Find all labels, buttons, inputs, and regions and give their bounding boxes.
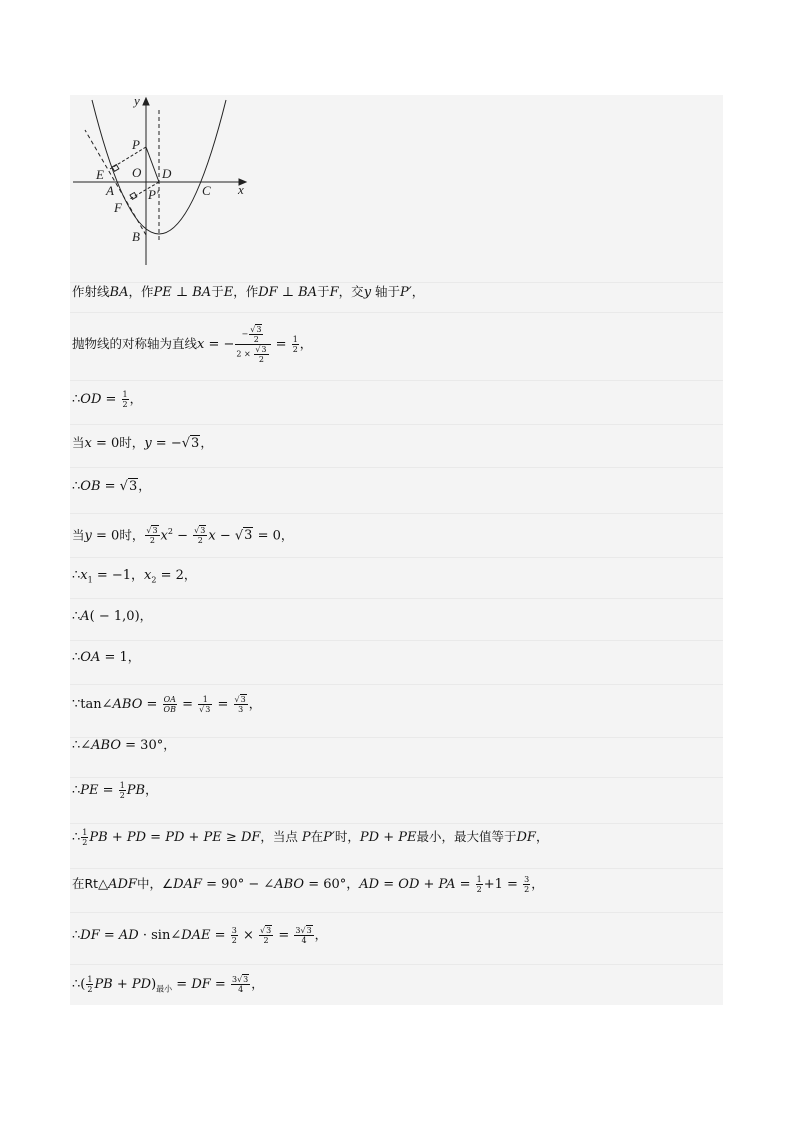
math-op: =	[210, 928, 230, 943]
text: 于	[211, 284, 224, 299]
therefore-symbol: ∴	[72, 783, 81, 798]
math-var: DF	[80, 928, 100, 943]
text: ，	[411, 284, 425, 299]
fraction: $\frac{3√3}{4}$	[295, 926, 312, 945]
text: 在	[310, 829, 324, 844]
therefore-symbol: ∴	[72, 830, 81, 845]
row-divider	[70, 380, 723, 381]
math-op: = −	[204, 337, 235, 352]
therefore-symbol: ∴	[72, 568, 81, 583]
math-func: tan∠	[80, 697, 113, 712]
solution-line-7	[72, 564, 717, 586]
label-point-f: F	[114, 200, 122, 215]
math-var: PE	[203, 830, 222, 845]
math-var: PE	[153, 285, 172, 300]
math-op: = 90° − ∠	[202, 877, 275, 892]
fraction	[122, 390, 129, 409]
math-op: +	[107, 830, 127, 845]
radicand: 3	[256, 325, 262, 334]
math-op: −	[241, 329, 249, 339]
sqrt: √3	[234, 528, 253, 544]
math-var: ABO	[274, 877, 305, 892]
row-divider	[70, 684, 723, 685]
label-point-a: A	[106, 183, 114, 198]
label-point-c: C	[202, 183, 211, 198]
math-var: OD	[80, 392, 102, 407]
math-var: AD	[118, 928, 139, 943]
math-var: P	[301, 830, 311, 845]
math-var: PE	[398, 830, 417, 845]
fraction	[163, 695, 177, 714]
solution-line-11	[72, 734, 717, 756]
denominator: 2	[258, 355, 264, 364]
math-var: x	[208, 528, 216, 544]
math-num: 3	[231, 975, 238, 984]
math-op: +	[419, 877, 439, 892]
math-op: = −	[151, 436, 182, 451]
math-op: =	[100, 479, 120, 494]
solution-panel	[70, 95, 723, 1005]
math-var: PE	[80, 783, 99, 798]
math-var: PA	[438, 877, 456, 892]
label-point-o: O	[132, 165, 142, 180]
fraction	[81, 828, 88, 847]
math-op: =	[146, 830, 166, 845]
text: 轴于	[371, 284, 401, 299]
denominator: 2	[524, 885, 530, 894]
denominator: 4	[301, 936, 307, 945]
numerator: 1	[292, 335, 298, 344]
math-var: BA	[192, 285, 212, 300]
fraction	[231, 926, 238, 945]
math-var: ADF	[108, 877, 137, 892]
therefore-symbol: ∴	[72, 609, 81, 624]
therefore-symbol: ∴	[72, 928, 81, 943]
math-var: P′	[323, 830, 335, 845]
text: ，	[139, 608, 153, 623]
text: ，作	[233, 284, 259, 299]
solution-line-3	[72, 388, 717, 410]
math-op: =	[455, 877, 475, 892]
text: ，	[163, 737, 176, 752]
math-op: )	[151, 977, 157, 992]
radicand: 3	[243, 975, 249, 984]
math-var: BA	[298, 285, 318, 300]
math-op: ×	[238, 928, 258, 943]
label-point-d: D	[162, 166, 172, 181]
text: ，交	[338, 284, 364, 299]
math-var: x	[80, 568, 88, 583]
math-op: = 60°，	[304, 877, 360, 892]
math-op: +	[112, 977, 132, 992]
row-divider	[70, 640, 723, 641]
math-var: A	[80, 609, 90, 624]
coordinate: ( − 1,0)	[89, 609, 140, 624]
math-op: +	[379, 830, 399, 845]
y-axis-arrow-icon	[143, 98, 149, 105]
label-point-p-prime: P′	[148, 187, 159, 202]
math-op: =	[142, 697, 162, 712]
math-var: BA	[109, 285, 129, 300]
math-op: =	[213, 697, 233, 712]
math-var: P′	[400, 285, 412, 300]
fraction: $\frac{√3}{2}$	[146, 526, 158, 546]
math-var: DF	[258, 285, 278, 300]
math-var: DAE	[181, 928, 211, 943]
text: ，	[535, 829, 549, 844]
exponent: 2	[167, 527, 173, 536]
math-op: = 2	[156, 568, 184, 583]
numerator: 1	[122, 390, 128, 399]
numerator: 3	[231, 926, 237, 935]
row-divider	[70, 513, 723, 514]
row-divider	[70, 964, 723, 965]
subscript: 最小	[156, 984, 173, 994]
numerator: 1	[119, 781, 125, 790]
math-op: =	[210, 977, 230, 992]
text: 当	[72, 435, 85, 450]
solution-line-13	[72, 826, 717, 848]
math-var: DF	[191, 977, 211, 992]
text: ，	[251, 976, 264, 991]
solution-line-5	[72, 475, 717, 497]
row-divider	[70, 868, 723, 869]
label-point-p: P	[132, 137, 140, 152]
row-divider	[70, 912, 723, 913]
fraction	[86, 975, 93, 994]
math-op: ⊥	[277, 285, 299, 300]
text: 抛物线的对称轴为直线	[72, 336, 198, 351]
fraction	[476, 875, 483, 894]
row-divider	[70, 557, 723, 558]
solution-line-8	[72, 605, 717, 627]
subscript: 2	[151, 575, 157, 585]
denominator: 4	[238, 985, 244, 994]
math-var: y	[144, 436, 152, 451]
denominator: 2	[119, 791, 125, 800]
math-op: ⊥	[171, 285, 193, 300]
radicand: 3	[266, 926, 272, 935]
math-var: PB	[94, 977, 113, 992]
text: 时，	[119, 435, 145, 450]
denominator: OB	[163, 705, 176, 714]
therefore-symbol: ∴	[72, 650, 81, 665]
text: ，	[129, 391, 143, 406]
therefore-symbol: ∴	[72, 479, 81, 494]
math-var: PD	[131, 977, 152, 992]
radicand: 3	[128, 479, 138, 494]
solution-line-2	[72, 323, 717, 365]
math-var: y	[363, 285, 372, 300]
math-var: F	[329, 285, 339, 300]
math-op: =	[101, 392, 121, 407]
math-op: =	[271, 337, 291, 352]
numerator: 1	[82, 828, 88, 837]
radicand: 3	[261, 345, 267, 354]
fraction	[292, 335, 299, 354]
solution-line-16	[72, 969, 717, 999]
math-op: = 0	[253, 528, 281, 544]
denominator: 2	[122, 400, 128, 409]
text: ，	[280, 527, 294, 543]
math-var: PD	[165, 830, 185, 845]
fraction	[235, 325, 270, 364]
radicand: 3	[205, 705, 211, 714]
math-var: OA	[80, 650, 101, 665]
therefore-symbol: ∴	[72, 392, 81, 407]
denominator: 2	[82, 838, 88, 847]
label-x: x	[238, 182, 244, 197]
text: ，	[531, 876, 544, 891]
math-op: =	[99, 928, 119, 943]
math-op: =	[172, 977, 192, 992]
fraction	[119, 781, 126, 800]
row-divider	[70, 424, 723, 425]
fraction: $\frac{√3}{2}$	[250, 325, 262, 344]
math-var: DF	[516, 830, 536, 845]
numerator: OA	[163, 695, 176, 704]
text: 中，∠	[136, 876, 174, 891]
row-divider	[70, 823, 723, 824]
fraction: $\frac{√3}{2}$	[194, 526, 206, 546]
math-op: = 1	[100, 650, 128, 665]
math-op: −	[172, 528, 193, 544]
math-var: AD	[359, 877, 380, 892]
text: ，	[145, 782, 158, 797]
text: ，	[299, 336, 313, 351]
denominator: 2	[292, 345, 298, 354]
math-var: y	[84, 528, 92, 544]
text: ，作	[128, 284, 154, 299]
text: ，	[314, 927, 328, 942]
text: ，当点	[260, 829, 302, 844]
math-var: PD	[359, 830, 380, 845]
solution-line-15	[72, 920, 717, 950]
math-func: sin∠	[151, 928, 182, 943]
therefore-symbol: ∴∠	[72, 738, 92, 753]
segment-pd	[146, 147, 159, 182]
math-op: =	[379, 877, 399, 892]
row-divider	[70, 598, 723, 599]
solution-line-14	[72, 873, 717, 895]
text: 时，	[119, 527, 145, 543]
label-point-b: B	[132, 229, 140, 244]
text: ，	[200, 435, 213, 450]
triangle-symbol: △	[98, 877, 109, 892]
fraction: $\frac{1}{√3}$	[199, 695, 211, 714]
fraction: $\frac{√3}{2}$	[255, 345, 267, 364]
math-var: OD	[398, 877, 420, 892]
math-var: PD	[126, 830, 147, 845]
math-num: 2 ×	[236, 349, 254, 359]
denominator: 2	[263, 936, 269, 945]
denominator: 2	[149, 536, 155, 546]
math-var: OB	[80, 479, 101, 494]
radicand: 3	[191, 436, 200, 451]
radicand: 3	[240, 695, 246, 704]
math-op: = −1，	[92, 568, 145, 583]
text: ，	[138, 478, 151, 493]
math-op: = 0	[91, 528, 120, 544]
denominator: 2	[87, 985, 93, 994]
fraction: $\frac{√3}{3}$	[234, 695, 246, 714]
math-op: =	[274, 928, 294, 943]
math-op: =	[177, 697, 198, 712]
math-var: x	[160, 528, 168, 544]
subscript: 1	[87, 575, 93, 585]
solution-line-10	[72, 689, 717, 719]
math-op: +1 =	[483, 877, 523, 892]
math-op: = 0	[91, 436, 120, 451]
math-var: ABO	[112, 697, 143, 712]
radicand: 3	[152, 526, 158, 536]
solution-line-9	[72, 646, 717, 668]
fraction: $\frac{√3}{2}$	[259, 926, 272, 945]
denominator: 2	[197, 536, 203, 546]
text: 时，	[334, 829, 360, 844]
sqrt: √3	[119, 479, 138, 494]
denominator: 3	[238, 705, 244, 714]
row-divider	[70, 467, 723, 468]
math-op: ≥	[221, 830, 241, 845]
text: 于	[317, 284, 330, 299]
solution-line-6	[72, 521, 717, 546]
sqrt: √3	[181, 436, 200, 451]
solution-line-4	[72, 432, 717, 454]
solution-line-12	[72, 779, 717, 801]
math-var: DAF	[173, 877, 202, 892]
numerator: 1	[476, 875, 482, 884]
label-point-e: E	[96, 167, 104, 182]
row-divider	[70, 777, 723, 778]
radicand: 3	[306, 926, 312, 935]
text: ，	[127, 649, 141, 664]
solution-line-1	[72, 281, 717, 303]
math-var: PB	[89, 830, 108, 845]
numerator: 3	[524, 875, 530, 884]
because-symbol: ∵	[72, 697, 81, 712]
text: ，	[183, 567, 197, 582]
fraction	[523, 875, 530, 894]
parabola-figure	[70, 95, 260, 275]
radicand: 3	[200, 526, 206, 536]
numerator: 1	[198, 695, 212, 705]
math-op: = 30°	[121, 738, 164, 753]
label-y: y	[134, 95, 140, 108]
text: ，	[248, 696, 262, 711]
math-num: 3	[295, 926, 301, 935]
text: 在Rt	[72, 876, 99, 891]
numerator: 1	[87, 975, 93, 984]
math-op: −	[215, 528, 235, 544]
therefore-symbol: ∴(	[72, 977, 86, 992]
text: 作射线	[72, 284, 110, 299]
math-var: ABO	[91, 738, 122, 753]
denominator: 2	[253, 335, 259, 344]
math-var: x	[84, 436, 92, 451]
text: 最小，最大值等于	[416, 829, 517, 844]
math-var: DF	[240, 830, 261, 845]
text: 当	[72, 527, 85, 543]
denominator: 2	[231, 936, 237, 945]
math-var: PB	[126, 783, 146, 798]
math-op: +	[184, 830, 204, 845]
math-var: x	[197, 337, 205, 352]
math-op: =	[98, 783, 118, 798]
fraction: $\frac{3√3}{4}$	[231, 975, 249, 994]
math-op: ·	[138, 928, 152, 943]
math-var: x	[144, 568, 152, 583]
row-divider	[70, 312, 723, 313]
math-var: E	[223, 285, 234, 300]
denominator: 2	[476, 885, 482, 894]
radicand: 3	[244, 528, 253, 544]
